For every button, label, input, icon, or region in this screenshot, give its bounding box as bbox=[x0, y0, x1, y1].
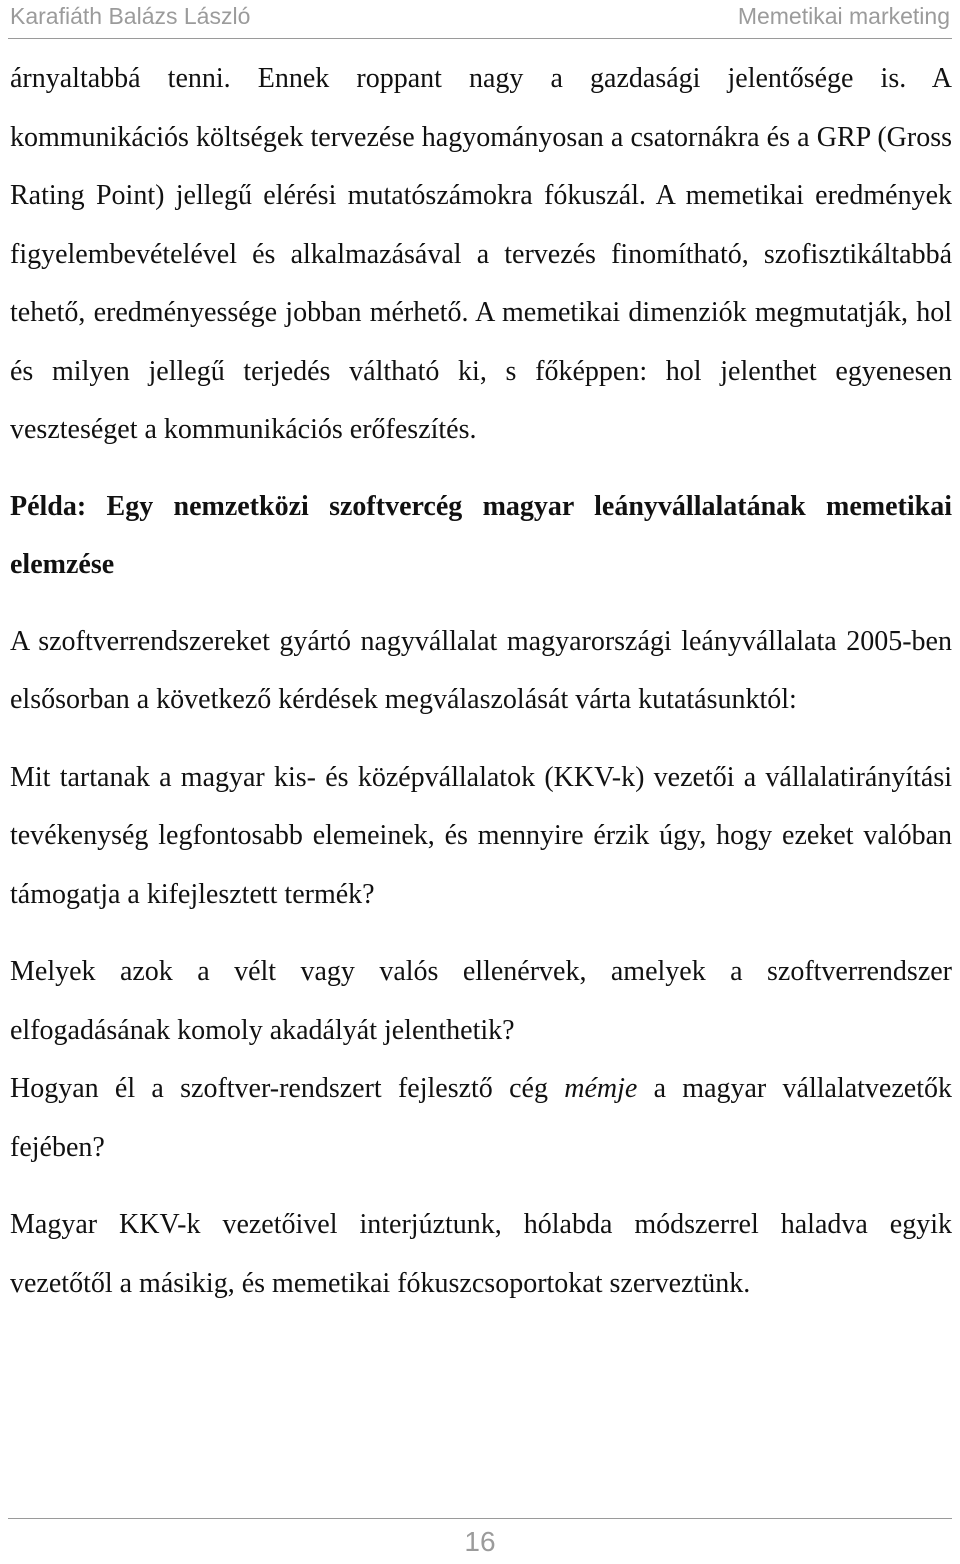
paragraph-2: A szoftverrendszereket gyártó nagyvállalat magyarországi leányvállalata 2005-ben elsősorban a következő kérdések megválaszolását várta kutatásunktól: bbox=[10, 625, 952, 715]
example-heading: Példa: Egy nemzetközi szoftvercég magyar leányvállalatának memetikai elemzése bbox=[10, 490, 952, 580]
paragraph-5 bbox=[10, 1060, 952, 1177]
header-title: Memetikai marketing bbox=[737, 3, 950, 29]
footer-divider bbox=[8, 1518, 952, 1519]
paragraph-5-start: Hogyan él a szoftver-rendszert fejlesztő cég bbox=[10, 1073, 565, 1104]
paragraph-4: Melyek azok a vélt vagy valós ellenérvek, amelyek a szoftverrendszer elfogadásának komoly akadályát jelenthetik? bbox=[10, 956, 952, 1046]
page-body bbox=[10, 50, 952, 1313]
paragraph-5-end: a magyar vállalatvezetők fejében? bbox=[10, 1073, 952, 1163]
paragraph-1: árnyaltabbá tenni. Ennek roppant nagy a gazdasági jelentősége is. A kommunikációs költségek tervezése hagyományosan a csatornákra és a GRP (Gross Rating Point) jellegű elérési mutatószámokra fókuszál. A memetikai eredmények figyelembevételével és alkalmazásával a tervezés finomítható, szofisztikáltabbá tehető, eredményessége jobban mérhető. A memetikai dimenziók megmutatják, hol és milyen jellegű terjedés váltható ki, s főképpen: hol jelenthet egyenesen veszteséget a kommunikációs erőfeszítés. bbox=[10, 63, 952, 445]
page-number: 16 bbox=[464, 1526, 496, 1557]
paragraph-6: Magyar KKV-k vezetőivel interjúztunk, hólabda módszerrel haladva egyik vezetőtől a másikig, és memetikai fókuszcsoportokat szerveztünk. bbox=[10, 1209, 952, 1299]
paragraph-3: Mit tartanak a magyar kis- és középvállalatok (KKV-k) vezetői a vállalatirányítási tevékenység legfontosabb elemeinek, és mennyire érzik úgy, hogy ezeket valóban támogatja a kifejlesztett termék? bbox=[10, 761, 952, 910]
paragraph-5-emphasis: mémje bbox=[564, 1073, 638, 1104]
header-author: Karafiáth Balázs László bbox=[10, 3, 251, 29]
running-header bbox=[8, 0, 952, 39]
